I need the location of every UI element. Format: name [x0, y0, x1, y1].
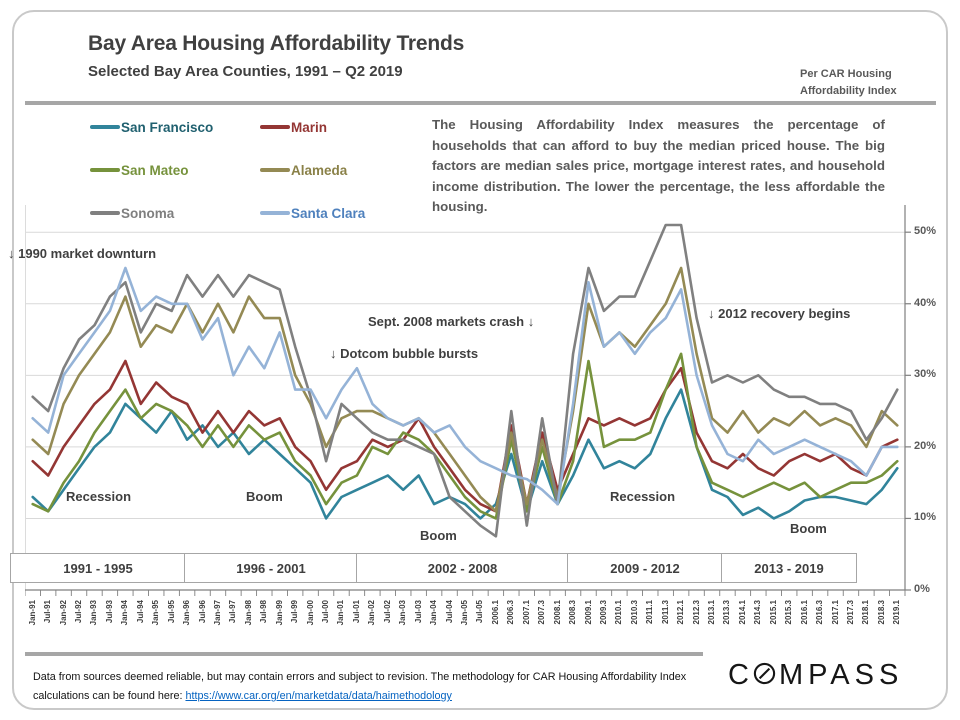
x-axis-label: 2014.3 [753, 600, 763, 625]
legend-label-santa-clara: Santa Clara [291, 205, 366, 221]
compass-logo-c: C [728, 659, 754, 691]
annotation-dotcom-bust: ↓ Dotcom bubble bursts [330, 346, 479, 361]
y-axis-label: 50% [914, 225, 937, 238]
legend-label-sonoma: Sonoma [121, 205, 175, 221]
x-axis-label: Jan-04 [429, 600, 439, 626]
x-axis-label: 2008.3 [568, 600, 578, 625]
x-axis-label: Jul-95 [166, 600, 176, 624]
x-axis-label: Jul-94 [135, 600, 145, 624]
compass-logo-mpass: MPASS [778, 659, 904, 691]
legend-line-swatch-san-francisco [90, 125, 120, 129]
series-line-san-francisco [33, 390, 898, 519]
x-axis-label: Jan-97 [212, 600, 222, 626]
x-axis-label: 2011.1 [645, 600, 655, 625]
compass-logo [728, 658, 903, 693]
methodology-link[interactable]: https://www.car.org/en/marketdata/data/haimethodology [185, 689, 452, 702]
x-axis-label: Jan-93 [89, 600, 99, 626]
x-axis-label: Jul-01 [351, 600, 361, 624]
x-axis-label: Jan-02 [367, 600, 377, 626]
x-axis-label: Jan-05 [460, 600, 469, 626]
page-title: Bay Area Housing Affordability Trends [88, 32, 465, 55]
legend-item-san-francisco [90, 113, 260, 141]
x-axis-label: 2006.3 [506, 600, 516, 625]
x-axis-label: Jul-91 [43, 600, 53, 624]
legend-label-alameda: Alameda [291, 162, 348, 178]
x-axis-label: 2017.3 [845, 600, 855, 625]
y-axis-label: 30% [914, 368, 937, 381]
compass-needle-icon [754, 658, 779, 693]
y-axis-label: 20% [914, 439, 937, 452]
phase-label-recession-1: Recession [66, 489, 132, 504]
x-axis-label: Jul-99 [290, 600, 300, 624]
x-axis-label: Jan-98 [243, 600, 253, 626]
x-axis-label: 2009.1 [583, 600, 593, 625]
legend-line-swatch-marin [260, 125, 290, 129]
y-axis-label: 0% [914, 583, 930, 595]
x-axis-label: Jul-03 [413, 600, 423, 624]
x-axis-label: Jul-05 [475, 600, 485, 624]
phase-label-boom-3: Boom [790, 521, 827, 536]
x-axis-label: 2012.1 [676, 600, 686, 625]
x-axis-label: 2007.1 [521, 600, 531, 625]
legend-label-marin: Marin [291, 119, 328, 135]
footer-text: Data from sources deemed reliable, but may contain errors and subject to revision. The methodology for CAR Housing Affordability Index calculations can be found here: [33, 671, 687, 702]
page-subtitle: Selected Bay Area Counties, 1991 – Q2 2019 [88, 63, 403, 80]
x-axis-label: 2016.3 [815, 600, 825, 625]
x-axis-label: 2013.3 [722, 600, 732, 625]
x-axis-label: 2009.3 [598, 600, 608, 625]
period-band-2002-2008: 2002 - 2008 [356, 553, 569, 583]
x-axis-label: 2012.3 [691, 600, 701, 625]
legend-label-san-mateo: San Mateo [121, 162, 189, 178]
annotation-2008-crash: Sept. 2008 markets crash ↓ [368, 314, 535, 329]
x-axis-label: Jul-02 [382, 600, 392, 624]
footer-divider [25, 652, 703, 656]
phase-label-recession-2: Recession [610, 489, 676, 504]
x-axis-label: 2017.1 [830, 600, 840, 625]
x-axis-label: Jul-04 [444, 600, 454, 624]
legend-line-swatch-san-mateo [90, 168, 120, 172]
source-note-line1: Per CAR Housing [800, 68, 892, 80]
x-axis-label: 2008.1 [552, 600, 562, 625]
legend-item-marin [260, 113, 365, 141]
x-axis-label: 2018.3 [876, 600, 886, 625]
x-axis-label: Jul-92 [74, 600, 84, 624]
source-note-line2: Affordability Index [800, 85, 897, 98]
x-axis-label: 2019.1 [892, 600, 902, 625]
chart-description: The Housing Affordability Index measures the percentage of households that can afford to buy the median priced house. The big factors are median sales price, mortgage interest rates, and household income distribution. The lower the percentage, the less affordable the housing. [432, 117, 885, 215]
x-axis-label: Jul-93 [104, 600, 114, 624]
x-axis-label: Jan-94 [120, 600, 130, 626]
y-axis-label: 40% [914, 296, 937, 309]
period-band-1991-1995: 1991 - 1995 [10, 553, 186, 583]
phase-label-boom-1: Boom [246, 489, 283, 504]
x-axis-label: 2018.1 [861, 600, 871, 625]
x-axis-label: 2016.1 [799, 600, 809, 625]
x-axis-label: 2011.3 [660, 600, 670, 625]
source-note [800, 66, 897, 100]
x-axis-label: 2015.1 [768, 600, 778, 625]
x-axis-label: 2006.1 [490, 600, 500, 625]
x-axis-label: Jan-99 [274, 600, 284, 626]
x-axis-label: Jan-03 [398, 600, 408, 626]
x-axis-label: Jan-91 [27, 600, 37, 626]
x-axis-label: Jan-95 [151, 600, 161, 626]
phase-label-boom-2: Boom [420, 528, 457, 543]
x-axis-label: Jul-96 [197, 600, 207, 624]
x-axis-label: 2014.1 [737, 600, 747, 625]
x-axis-label: 2007.3 [537, 600, 547, 625]
title-divider [25, 101, 936, 105]
x-axis-label: Jan-92 [58, 600, 68, 626]
x-axis-label: Jul-98 [259, 600, 269, 624]
x-axis-label: Jan-00 [305, 600, 315, 626]
x-axis-label: Jan-01 [336, 600, 346, 626]
series-line-san-mateo [33, 354, 898, 519]
period-band-2013-2019: 2013 - 2019 [721, 553, 857, 583]
period-band-1996-2001: 1996 - 2001 [184, 553, 358, 583]
line-chart-plot [25, 205, 911, 597]
legend-line-swatch-alameda [260, 168, 290, 172]
period-band-2009-2012: 2009 - 2012 [567, 553, 723, 583]
y-axis-label: 10% [914, 511, 937, 524]
footer-note [33, 668, 688, 706]
legend-item-san-mateo [90, 156, 260, 184]
x-axis-label: Jan-96 [182, 600, 192, 626]
x-axis-label: 2010.1 [614, 600, 624, 625]
legend-item-alameda [260, 156, 365, 184]
x-axis-label: 2010.3 [629, 600, 639, 625]
x-axis-label: Jul-00 [321, 600, 331, 624]
annotation-1990-downturn: ↓ 1990 market downturn [8, 246, 157, 261]
x-axis-label: Jul-97 [228, 600, 238, 624]
legend-label-san-francisco: San Francisco [121, 119, 214, 135]
annotation-2012-recovery: ↓ 2012 recovery begins [708, 306, 851, 321]
x-axis-label: 2013.1 [707, 600, 717, 625]
x-axis-label: 2015.3 [784, 600, 794, 625]
